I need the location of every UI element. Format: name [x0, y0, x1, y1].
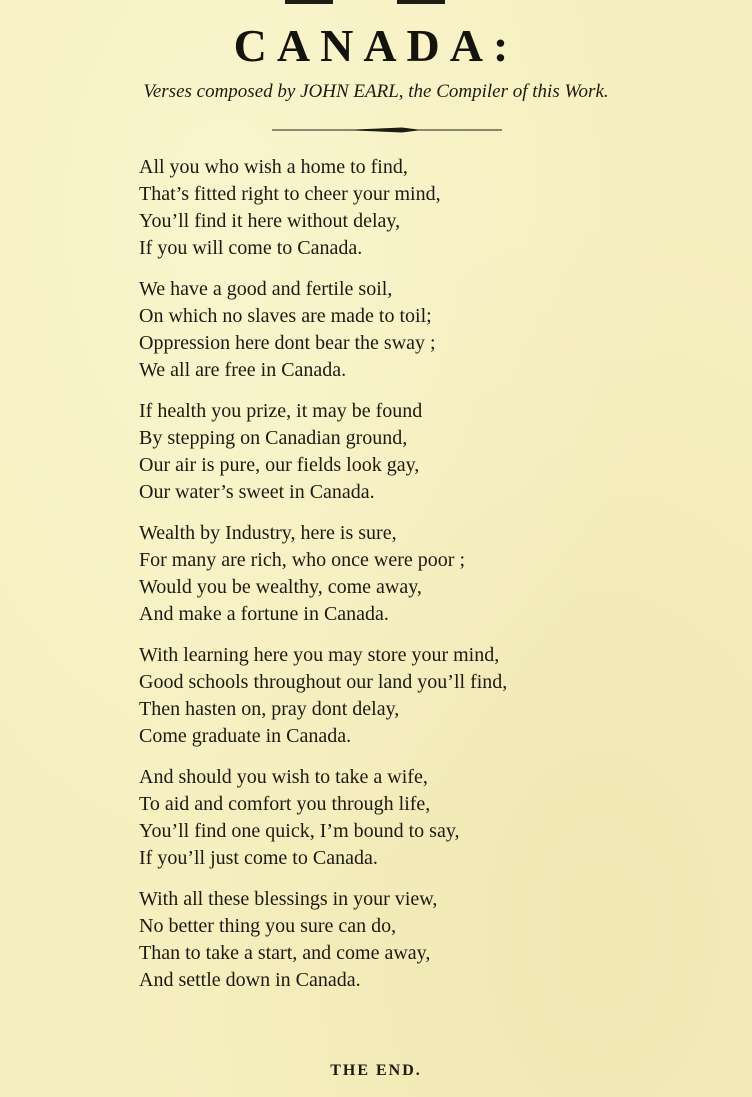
stanza	[139, 764, 639, 872]
stanza	[139, 276, 639, 384]
poem-line: Our water’s sweet in Canada.	[139, 481, 375, 503]
poem-line: And should you wish to take a wife,	[139, 766, 428, 788]
poem-line: If health you prize, it may be found	[139, 400, 423, 422]
stanza	[139, 886, 639, 994]
poem-line: If you will come to Canada.	[139, 237, 363, 259]
top-rule-ornament	[285, 0, 445, 4]
stanza	[139, 642, 639, 750]
divider-ornament	[272, 126, 502, 134]
poem-line: And settle down in Canada.	[139, 969, 361, 991]
closing-text: THE END.	[330, 1062, 422, 1079]
poem-line: To aid and comfort you through life,	[139, 793, 431, 815]
poem-line: Good schools throughout our land you’ll find,	[139, 671, 508, 693]
stanza	[139, 520, 639, 628]
poem-line: You’ll find one quick, I’m bound to say,	[139, 820, 460, 842]
poem-line: Our air is pure, our fields look gay,	[139, 454, 420, 476]
subtitle: Verses composed by JOHN EARL, the Compiler of this Work.	[143, 81, 609, 102]
poem-line: Wealth by Industry, here is sure,	[139, 522, 397, 544]
poem-line: Come graduate in Canada.	[139, 725, 352, 747]
poem-line: All you who wish a home to find,	[139, 156, 408, 178]
poem-line: With learning here you may store your mind,	[139, 644, 500, 666]
poem-line: With all these blessings in your view,	[139, 888, 438, 910]
stanza	[139, 398, 639, 506]
poem-line: By stepping on Canadian ground,	[139, 427, 408, 449]
stanza	[139, 154, 639, 262]
poem-line: Oppression here dont bear the sway ;	[139, 332, 436, 354]
poem-line: And make a fortune in Canada.	[139, 603, 389, 625]
page-title: CANADA:	[233, 20, 519, 71]
poem-line: Than to take a start, and come away,	[139, 942, 431, 964]
poem-line: For many are rich, who once were poor ;	[139, 549, 465, 571]
poem-line: Would you be wealthy, come away,	[139, 576, 422, 598]
poem-line: You’ll find it here without delay,	[139, 210, 401, 232]
poem-line: That’s fitted right to cheer your mind,	[139, 183, 441, 205]
poem	[139, 154, 639, 1008]
poem-line: If you’ll just come to Canada.	[139, 847, 378, 869]
poem-line: We have a good and fertile soil,	[139, 278, 393, 300]
poem-line: No better thing you sure can do,	[139, 915, 397, 937]
poem-line: We all are free in Canada.	[139, 359, 347, 381]
poem-line: Then hasten on, pray dont delay,	[139, 698, 400, 720]
poem-line: On which no slaves are made to toil;	[139, 305, 432, 327]
